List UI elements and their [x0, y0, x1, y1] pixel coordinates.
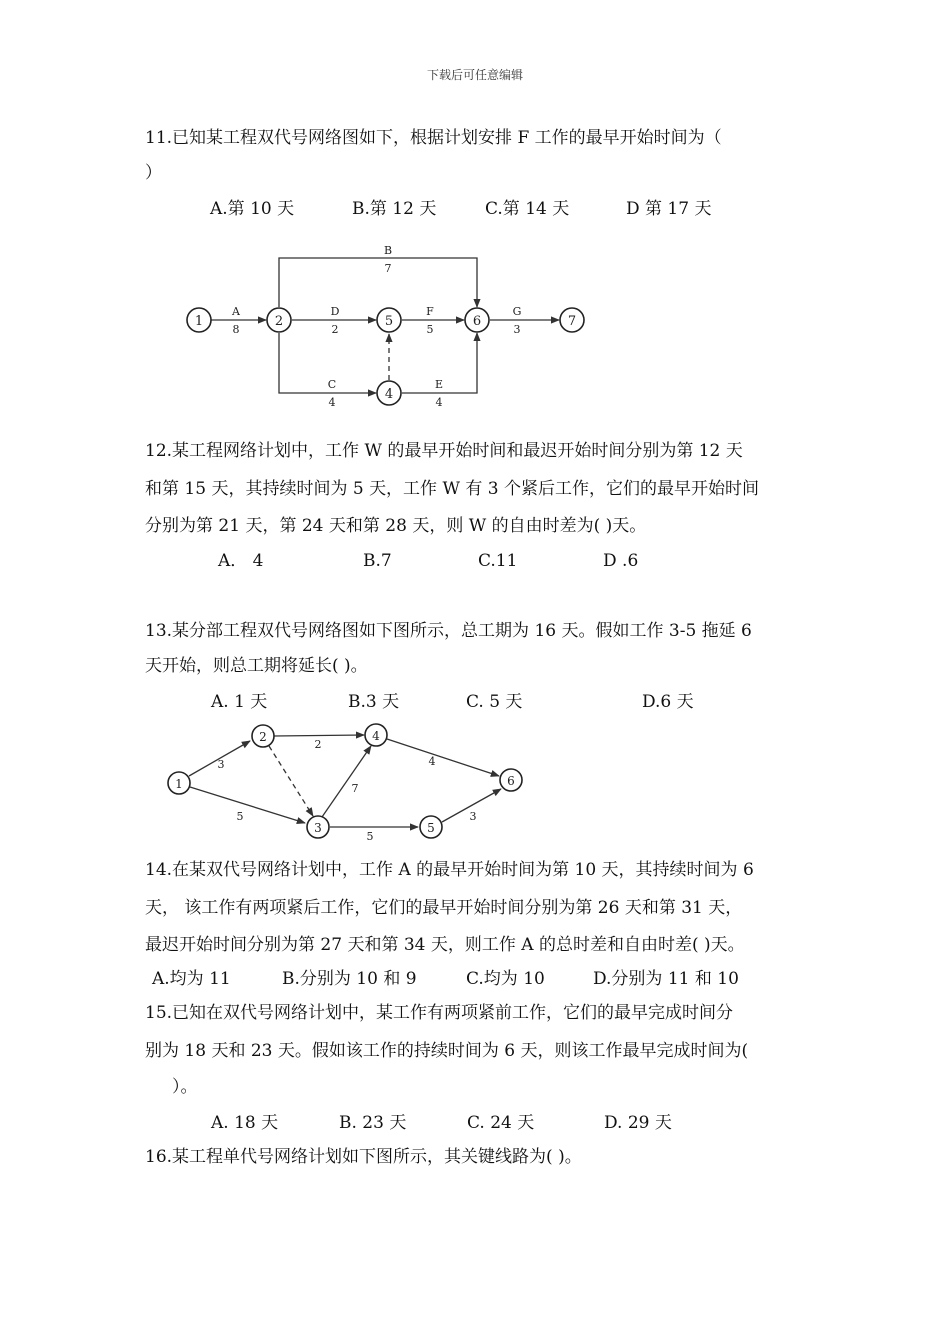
svg-text:2: 2 — [274, 314, 284, 329]
q13-node-4 — [365, 724, 387, 746]
q13-edge-2-4 — [274, 735, 364, 736]
svg-text:3: 3 — [314, 821, 322, 835]
svg-text:7: 7 — [567, 314, 577, 329]
q11-label-d-duration: 2 — [331, 323, 339, 336]
q12-option-b: B.7 — [363, 551, 392, 571]
q11-label-a-duration: 8 — [232, 323, 240, 336]
q13-duration-5-6: 3 — [469, 810, 477, 823]
q13-duration-3-4: 7 — [351, 782, 359, 795]
page-header: 下载后可任意编辑 — [426, 68, 523, 82]
q14-line-3: 最迟开始时间分别为第 27 天和第 34 天，则工作 A 的总时差和自由时差( )天。 — [145, 935, 745, 955]
svg-text:1: 1 — [194, 314, 204, 329]
q13-edge-1-3 — [190, 787, 305, 823]
q13-node-1 — [168, 772, 190, 794]
svg-text:1: 1 — [175, 777, 183, 791]
q15-option-c: C. 24 天 — [467, 1113, 535, 1133]
q11-label-g-duration: 3 — [513, 323, 521, 336]
q11-option-d: D 第 17 天 — [626, 199, 712, 219]
q14-line-1: 14.在某双代号网络计划中，工作 A 的最早开始时间为第 10 天，其持续时间为 6 — [145, 860, 754, 880]
q14-option-d: D.分别为 11 和 10 — [593, 969, 739, 989]
q11-option-c: C.第 14 天 — [485, 199, 570, 219]
svg-text:6: 6 — [507, 774, 515, 788]
q11-label-e-name: E — [434, 378, 444, 391]
q13-edge-4-6 — [387, 739, 499, 776]
q11-option-a: A.第 10 天 — [210, 199, 295, 219]
q13-node-6 — [500, 769, 522, 791]
q13-option-c: C. 5 天 — [466, 692, 523, 712]
q15-option-b: B. 23 天 — [339, 1113, 407, 1133]
q13-option-a: A. 1 天 — [211, 692, 268, 712]
q13-duration-1-2: 3 — [217, 758, 225, 771]
svg-text:5: 5 — [427, 821, 435, 835]
q13-node-3 — [307, 816, 329, 838]
q11-label-f-duration: 5 — [426, 323, 434, 336]
q15-line-3: ）。 — [172, 1077, 198, 1097]
q13-duration-4-6: 4 — [428, 755, 436, 768]
q12-line-3: 分别为第 21 天，第 24 天和第 28 天，则 W 的自由时差为( )天。 — [145, 516, 647, 536]
q12-option-c: C.11 — [478, 551, 518, 571]
q13-line-1: 13.某分部工程双代号网络图如下图所示，总工期为 16 天。假如工作 3-5 拖延 6 — [145, 621, 752, 641]
q12-option-d: D .6 — [603, 551, 639, 571]
q11-label-c-name: C — [327, 378, 337, 391]
svg-text:2: 2 — [259, 730, 267, 744]
svg-text:5: 5 — [384, 314, 394, 329]
q13-option-d: D.6 天 — [642, 692, 694, 712]
q11-label-g-name: G — [512, 305, 522, 318]
q11-option-b: B.第 12 天 — [352, 199, 437, 219]
q15-line-2: 别为 18 天和 23 天。假如该工作的持续时间为 6 天，则该工作最早完成时间为( — [145, 1041, 749, 1061]
q11-label-e-duration: 4 — [435, 396, 443, 409]
q13-duration-3-5: 5 — [366, 830, 374, 843]
svg-text:6: 6 — [472, 314, 482, 329]
q12-line-2: 和第 15 天，其持续时间为 5 天，工作 W 有 3 个紧后工作，它们的最早开始时间 — [145, 479, 759, 499]
q14-option-b: B.分别为 10 和 9 — [282, 969, 417, 989]
q13-duration-2-4: 2 — [314, 738, 322, 751]
q16-line-1: 16.某工程单代号网络计划如下图所示，其关键线路为( )。 — [145, 1147, 582, 1167]
q14-line-2: 天， 该工作有两项紧后工作，它们的最早开始时间分别为第 26 天和第 31 天， — [145, 898, 743, 918]
q13-duration-1-3: 5 — [236, 810, 244, 823]
q11-label-c-duration: 4 — [328, 396, 336, 409]
q11-line-2: ） — [145, 163, 162, 183]
q13-node-2 — [252, 725, 274, 747]
q13-node-5 — [420, 816, 442, 838]
q14-option-c: C.均为 10 — [466, 969, 545, 989]
svg-text:4: 4 — [372, 729, 380, 743]
q11-label-b-name: B — [383, 244, 393, 257]
q12-option-a: A． 4 — [218, 551, 264, 571]
q13-edge-2-3 — [269, 746, 313, 816]
q13-line-2: 天开始，则总工期将延长( )。 — [145, 656, 368, 676]
q11-label-b-duration: 7 — [384, 262, 392, 275]
q13-edge-3-4 — [322, 746, 371, 817]
q12-line-1: 12.某工程网络计划中，工作 W 的最早开始时间和最迟开始时间分别为第 12 天 — [145, 441, 743, 461]
q15-option-d: D. 29 天 — [604, 1113, 672, 1133]
q11-line-1: 11.已知某工程双代号网络图如下，根据计划安排 F 工作的最早开始时间为（ — [145, 128, 722, 148]
q15-option-a: A. 18 天 — [211, 1113, 279, 1133]
q14-option-a: A.均为 11 — [152, 969, 231, 989]
q11-label-a-name: A — [232, 305, 240, 318]
svg-text:4: 4 — [384, 387, 394, 402]
q15-line-1: 15.已知在双代号网络计划中，某工作有两项紧前工作，它们的最早完成时间分 — [145, 1003, 734, 1023]
q11-label-f-name: F — [426, 305, 434, 318]
q13-option-b: B.3 天 — [348, 692, 400, 712]
q11-label-d-name: D — [330, 305, 340, 318]
